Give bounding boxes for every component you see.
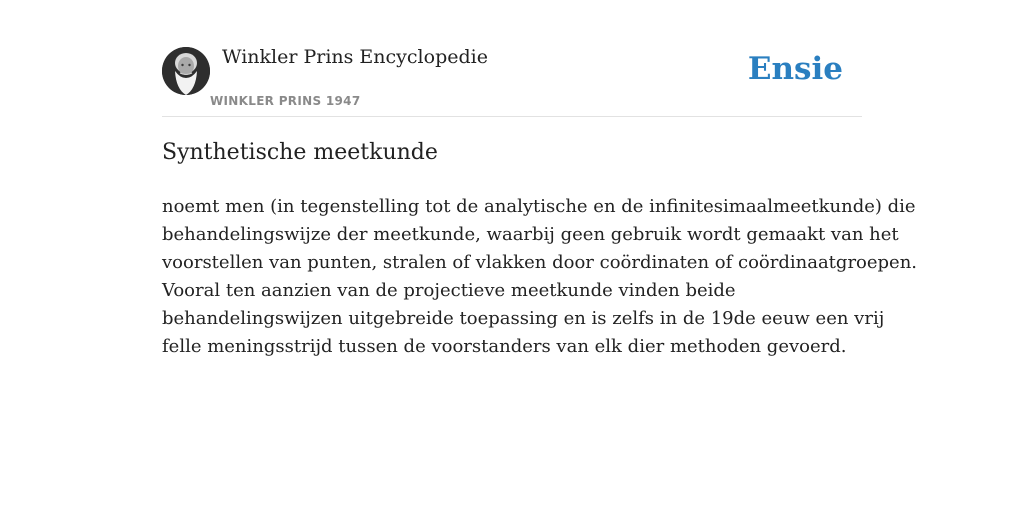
ensie-logo-link[interactable]: Ensie	[747, 51, 843, 87]
bearded-man-portrait-icon	[162, 47, 210, 95]
article-body-line: behandelingswijzen uitgebreide toepassing en is zelfs in de 19de eeuw een vrij	[162, 308, 885, 329]
article-body-line: noemt men (in tegenstelling tot de analytische en de infinitesimaalmeetkunde) die	[162, 196, 916, 217]
source-header	[162, 46, 862, 117]
article-body-line: Vooral ten aanzien van de projectieve meetkunde vinden beide	[162, 280, 736, 301]
article-body	[162, 193, 918, 361]
article-title: Synthetische meetkunde	[162, 140, 438, 165]
source-title[interactable]: Winkler Prins Encyclopedie	[222, 46, 488, 68]
source-subtitle: WINKLER PRINS 1947	[210, 94, 361, 108]
article-body-line: behandelingswijze der meetkunde, waarbij geen gebruik wordt gemaakt van het	[162, 224, 899, 245]
source-avatar[interactable]	[162, 47, 210, 95]
article-body-line: voorstellen van punten, stralen of vlakken door coördinaten of coördinaatgroepen.	[162, 252, 918, 273]
article-body-line: felle meningsstrijd tussen de voorstanders van elk dier methoden gevoerd.	[162, 336, 847, 357]
